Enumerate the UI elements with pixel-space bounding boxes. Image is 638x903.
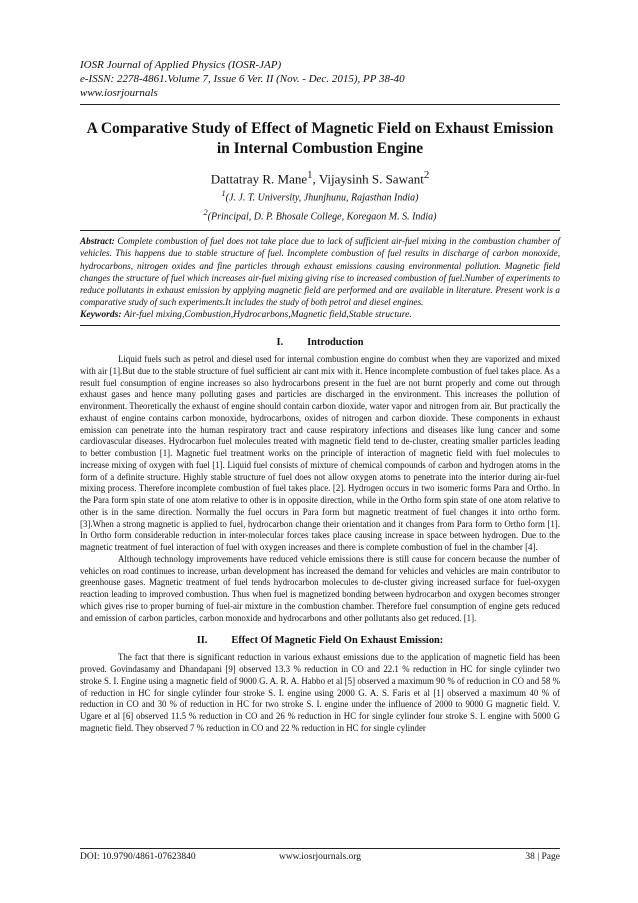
abstract-text: Complete combustion of fuel does not take place due to lack of sufficient air-fuel mixing in the combustion chamber of vehicles. This happens due to stable structure of fuel. Incomplete combustion of fuel results in discharge of carbon monoxide, hydrocarbons, nitrogen oxides and fine particles through exhaust emissions causing environmental pollution. Magnetic field changes the structure of fuel which increases air-fuel mixing giving rise to increased combustion of fuel.Number of experiments to reduce pollutants in exhaust emission by applying magnetic field are performed and are available in literature. Present work is a comparative study of such experiments.It includes the study of both petrol and diesel engines. bbox=[80, 235, 560, 308]
abstract-bottom-divider bbox=[80, 325, 560, 326]
affiliations bbox=[80, 187, 560, 224]
keywords-label: Keywords: bbox=[80, 308, 122, 320]
author-1-name: Dattatray R. Mane bbox=[210, 171, 308, 187]
section-2-title: Effect Of Magnetic Field On Exhaust Emission: bbox=[231, 635, 444, 647]
section-1-heading bbox=[80, 336, 560, 350]
affiliation-2 bbox=[80, 206, 560, 224]
author-2-name: Vijaysinh S. Sawant bbox=[318, 171, 424, 187]
page-footer bbox=[80, 852, 560, 862]
author-separator: , bbox=[312, 171, 319, 187]
affiliation-1-sup: 1 bbox=[221, 189, 226, 199]
author-2-sup: 2 bbox=[423, 169, 430, 181]
journal-website[interactable]: www.iosrjournals bbox=[80, 87, 158, 99]
affiliation-1 bbox=[80, 187, 560, 205]
section-1-title: Introduction bbox=[307, 337, 364, 349]
author-1-sup: 1 bbox=[307, 169, 313, 181]
keywords-text: Air-fuel mixing,Combustion,Hydrocarbons,Magnetic field,Stable structure. bbox=[123, 308, 412, 320]
affiliation-1-text: (J. J. T. University, Jhunjhunu, Rajasthan India) bbox=[225, 192, 419, 204]
abstract-label: Abstract: bbox=[80, 235, 115, 246]
affiliation-2-text: (Principal, D. P. Bhosale College, Koregaon M. S. India) bbox=[207, 210, 437, 222]
section-1-paragraph-1: Liquid fuels such as petrol and diesel used for internal combustion engine do combust when they are vaporized and mixed with air [1].But due to the stable structure of fuel sufficient air cant mix with it. Hence incomplete combustion of fuel takes place. As a result fuel consumption of engine increases so also hydrocarbons present in the fuel are not burnt properly and come out through exhaust gases and hence many polluting gases and particles are discharged in the environment. This increases the pollution of environment. Theoretically the exhaust of engine should contain carbon dioxide, water vapor and nitrogen from air. But practically the exhaust of engine contains carbon monoxide, hydrocarbons, oxides of nitrogen and carbon dioxide. These components in exhaust emission can penetrate into the human respiratory tract and cause respiratory infections and diseases like lung cancer and some cardiovascular diseases. Hydrocarbon fuel molecules treated with magnetic field tend to de-cluster, creating smaller particles leading to better combustion [1]. Magnetic fuel treatment works on the principle of interaction of magnetic field with fuel molecules to increase mixing of oxygen with fuel [1]. Liquid fuel consists of mixture of chemical compounds of carbon and hydrogen atoms in the form of a definite structure. Highly stable structure of fuel does not allow oxygen atoms to penetrate into the interior during air-fuel mixing process. Therefore incomplete combustion of fuel takes place. [2]. Hydrogen occurs in two isomeric forms Para and Ortho. In the Para form spin state of one atom relative to other is in opposite direction, while in the Ortho form spin state of one atom relative to other is in the same direction. Normally the fuel occurs in Para form but magnetic treatment of fuel changes it into ortho form. [3].When a strong magnetic is applied to fuel, hydrocarbon change their orientation and it changes from Para form to Ortho form [1]. In Ortho form considerable reduction in inter-molecular forces takes place causing increase in space between hydrogen. Due to the magnetic treatment of fuel interaction of fuel with oxygen increases and there is complete combustion of fuel in the chamber [4]. bbox=[80, 354, 560, 553]
affiliation-2-sup: 2 bbox=[203, 207, 208, 217]
author-line bbox=[80, 167, 560, 187]
section-2-heading bbox=[80, 634, 560, 648]
footer-website[interactable]: www.iosrjournals.org bbox=[278, 852, 362, 862]
section-1-body bbox=[80, 354, 560, 624]
footer-doi: DOI: 10.9790/4861-07623840 bbox=[80, 852, 196, 862]
footer-page-number: 38 | Page bbox=[525, 852, 560, 862]
paper-title: A Comparative Study of Effect of Magnetic Field on Exhaust Emission in Internal Combustion Engine bbox=[86, 120, 554, 157]
journal-header bbox=[80, 58, 560, 100]
journal-name: IOSR Journal of Applied Physics (IOSR-JAP) bbox=[80, 59, 282, 71]
journal-issn-line: e-ISSN: 2278-4861.Volume 7, Issue 6 Ver. II (Nov. - Dec. 2015), PP 38-40 bbox=[80, 73, 405, 85]
section-1-paragraph-2: Although technology improvements have reduced vehicle emissions there is still cause for concern because the number of vehicles on road continues to increase, urban development has increased the demand for vehicles and vehicles are main contributor to greenhouse gases. Magnetic treatment of fuel tends hydrocarbon molecules to de-cluster giving increased surface for fuel-oxygen reaction leading to improved combustion. Thus when fuel is magnetized bonding between hydrocarbon and oxygen becomes stronger which gives rise to proper burning of fuel-air mixture in the combustion chamber. Therefore fuel consumption of engine gets reduced and emission of carbon particles, carbon monoxide and hydrocarbons and other pollutants also get reduced. [1]. bbox=[80, 553, 560, 623]
abstract bbox=[80, 235, 560, 309]
abstract-top-divider bbox=[80, 230, 560, 231]
section-1-number: I. bbox=[276, 337, 284, 349]
section-2-body bbox=[80, 652, 560, 734]
header-divider bbox=[80, 104, 560, 105]
section-2-paragraph-1: The fact that there is significant reduction in various exhaust emissions due to the application of magnetic field has been proved. Govindasamy and Dhandapani [9] observed 13.3 % reduction in CO and 22.1 % reduction in HC for single cylinder two stroke S. I. Engine using a magnetic field of 9000 G. A. R. A. Habbo et al [5] observed a maximum 90 % of reduction in CO and 58 % of reduction in HC for single cylinder four stroke S. I. engine using 2000 G. A. S. Faris et al [1] observed a maximum 40 % of reduction in CO and 30 % of reduction in HC for two stroke S. I. engine under the influence of 2000 to 9000 G magnetic field. V. Ugare et al [6] observed 11.5 % reduction in CO and 26 % reduction in HC for single cylinder four stroke S. I. engine with 5000 G magnetic field. They observed 7 % reduction in CO and 22 % reduction in HC for single cylinder bbox=[80, 652, 560, 733]
footer-divider bbox=[80, 848, 560, 849]
keywords bbox=[80, 309, 560, 321]
section-2-number: II. bbox=[196, 635, 208, 647]
